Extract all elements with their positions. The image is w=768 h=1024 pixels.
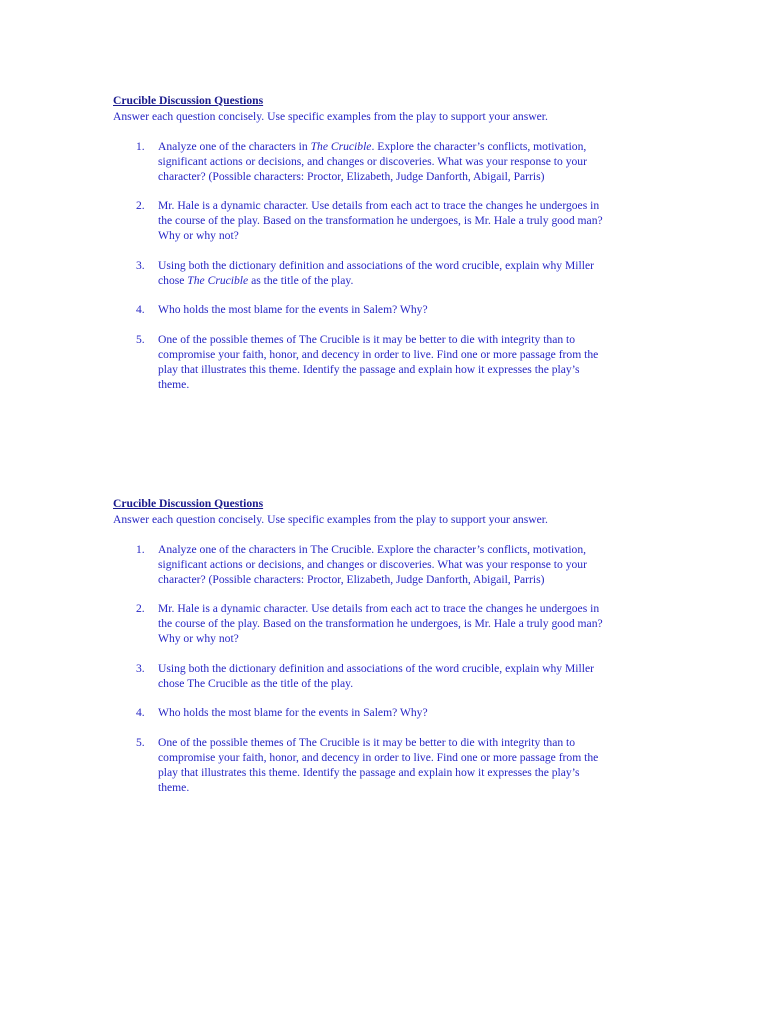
question-number: 5. xyxy=(136,736,145,749)
question-line xyxy=(158,631,603,646)
question-line xyxy=(158,735,598,750)
question-text xyxy=(158,705,428,720)
text-segment: Analyze one of the characters in xyxy=(158,140,311,153)
text-segment: play that illustrates this theme. Identify the passage and explain how it expresses the play’s xyxy=(158,766,580,779)
text-segment: Mr. Hale is a dynamic character. Use details from each act to trace the changes he undergoes in xyxy=(158,199,600,212)
question-line xyxy=(158,198,603,213)
text-segment: significant actions or decisions, and changes or discoveries. What was your response to your xyxy=(158,155,587,168)
question-number: 3. xyxy=(136,259,145,272)
text-segment: chose xyxy=(158,274,188,287)
question-text xyxy=(158,258,594,288)
question-text xyxy=(158,735,598,795)
question-text xyxy=(158,198,603,243)
text-segment: theme. xyxy=(158,781,190,794)
question-number: 4. xyxy=(136,303,145,316)
question-line xyxy=(158,258,594,273)
text-segment: Using both the dictionary definition and associations of the word crucible, explain why Miller xyxy=(158,259,594,272)
text-segment: significant actions or decisions, and changes or discoveries. What was your response to your xyxy=(158,558,587,571)
question-number: 2. xyxy=(136,199,145,212)
question-number: 2. xyxy=(136,602,145,615)
text-segment: Analyze one of the characters in The Crucible. Explore the character’s conflicts, motivation, xyxy=(158,543,587,556)
text-segment: character? (Possible characters: Proctor, Elizabeth, Judge Danforth, Abigail, Parris) xyxy=(158,170,545,183)
question-line xyxy=(158,228,603,243)
instructions-text: Answer each question concisely. Use specific examples from the play to support your answer. xyxy=(113,513,548,526)
italic-title-text: The Crucible xyxy=(187,274,249,287)
question-line xyxy=(158,273,594,288)
question-line xyxy=(158,705,428,720)
section-heading: Crucible Discussion Questions xyxy=(113,497,264,510)
question-text xyxy=(158,601,603,646)
text-segment: One of the possible themes of The Crucible is it may be better to die with integrity than to xyxy=(158,736,576,749)
text-segment: Using both the dictionary definition and associations of the word crucible, explain why Miller xyxy=(158,662,594,675)
section-heading: Crucible Discussion Questions xyxy=(113,94,264,107)
question-line xyxy=(158,676,594,691)
question-text xyxy=(158,661,594,691)
question-line xyxy=(158,765,598,780)
text-segment: Who holds the most blame for the events in Salem? Why? xyxy=(158,706,428,719)
text-segment: compromise your faith, honor, and decency in order to live. Find one or more passage from the xyxy=(158,348,599,361)
text-segment: compromise your faith, honor, and decency in order to live. Find one or more passage from the xyxy=(158,751,599,764)
question-text xyxy=(158,542,587,587)
question-text xyxy=(158,332,598,392)
question-line xyxy=(158,139,587,154)
text-segment: character? (Possible characters: Proctor, Elizabeth, Judge Danforth, Abigail, Parris) xyxy=(158,573,545,586)
question-text xyxy=(158,302,428,317)
question-line xyxy=(158,302,428,317)
question-line xyxy=(158,780,598,795)
question-number: 5. xyxy=(136,333,145,346)
question-line xyxy=(158,542,587,557)
text-segment: chose The Crucible as the title of the play. xyxy=(158,677,354,690)
question-line xyxy=(158,169,587,184)
text-segment: the course of the play. Based on the transformation he undergoes, is Mr. Hale a truly good man? xyxy=(158,214,603,227)
question-line xyxy=(158,616,603,631)
question-line xyxy=(158,750,598,765)
question-line xyxy=(158,661,594,676)
instructions-text: Answer each question concisely. Use specific examples from the play to support your answer. xyxy=(113,110,548,123)
question-line xyxy=(158,332,598,347)
text-segment: One of the possible themes of The Crucible is it may be better to die with integrity than to xyxy=(158,333,576,346)
question-line xyxy=(158,362,598,377)
text-segment: Why or why not? xyxy=(158,229,239,242)
question-number: 3. xyxy=(136,662,145,675)
text-segment: as the title of the play. xyxy=(248,274,354,287)
text-segment: . Explore the character’s conflicts, motivation, xyxy=(371,140,587,153)
question-line xyxy=(158,601,603,616)
italic-title-text: The Crucible xyxy=(310,140,372,153)
text-segment: Who holds the most blame for the events in Salem? Why? xyxy=(158,303,428,316)
question-line xyxy=(158,377,598,392)
text-segment: theme. xyxy=(158,378,190,391)
text-segment: the course of the play. Based on the transformation he undergoes, is Mr. Hale a truly good man? xyxy=(158,617,603,630)
question-line xyxy=(158,347,598,362)
text-segment: Why or why not? xyxy=(158,632,239,645)
question-text xyxy=(158,139,587,184)
question-line xyxy=(158,154,587,169)
text-segment: play that illustrates this theme. Identify the passage and explain how it expresses the play’s xyxy=(158,363,580,376)
question-number: 4. xyxy=(136,706,145,719)
question-line xyxy=(158,557,587,572)
text-segment: Mr. Hale is a dynamic character. Use details from each act to trace the changes he undergoes in xyxy=(158,602,600,615)
question-line xyxy=(158,213,603,228)
question-number: 1. xyxy=(136,140,145,153)
question-number: 1. xyxy=(136,543,145,556)
question-line xyxy=(158,572,587,587)
